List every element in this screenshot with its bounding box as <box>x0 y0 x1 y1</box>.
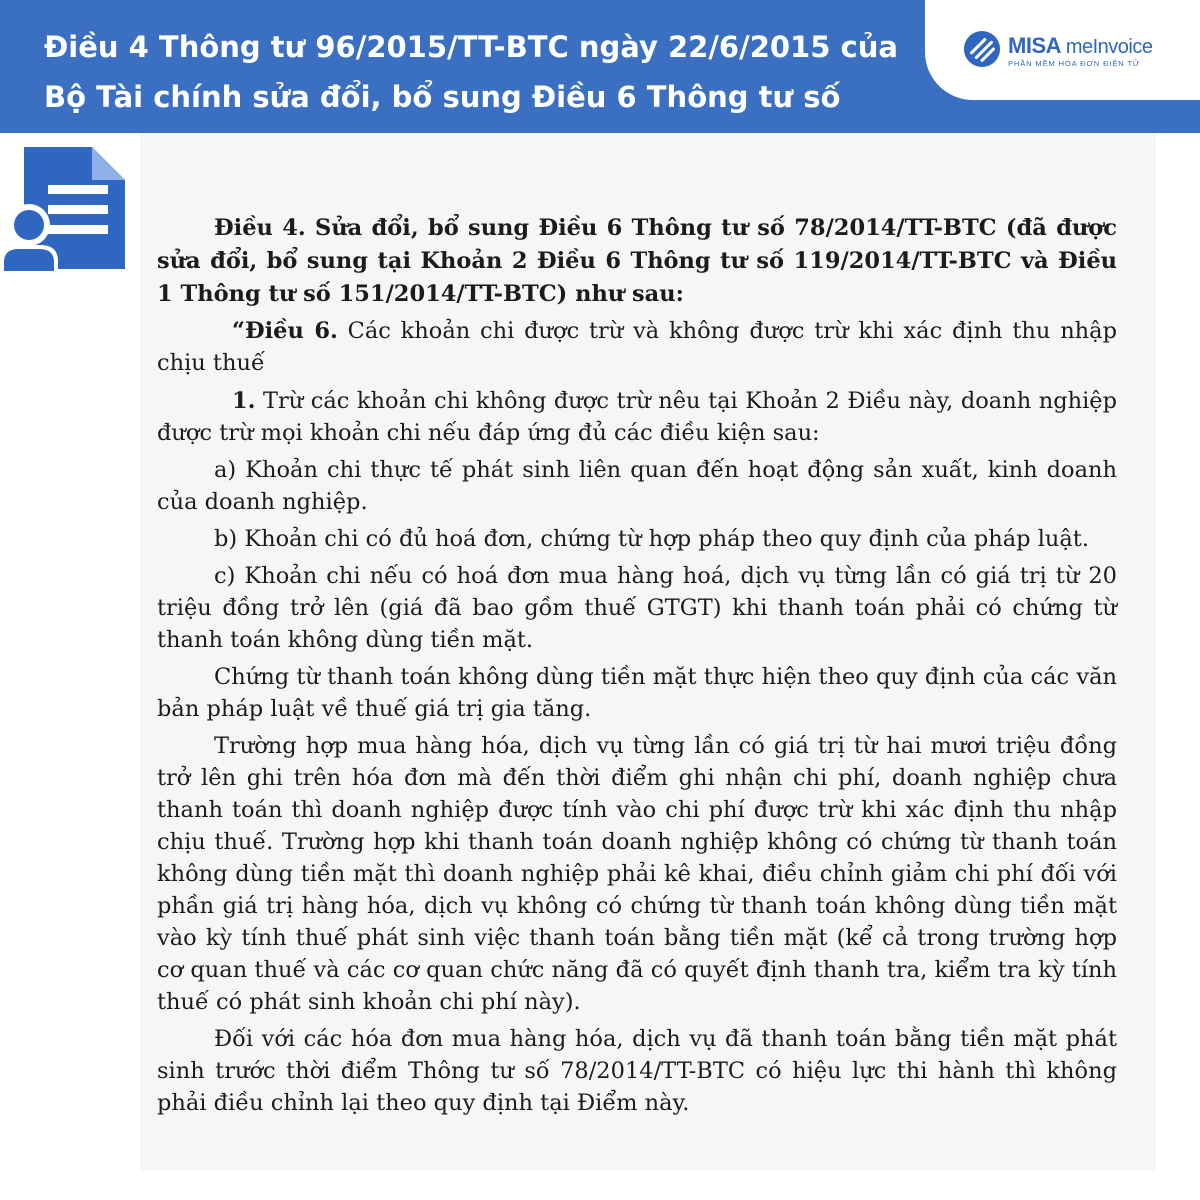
item-c: c) Khoản chi nếu có hoá đơn mua hàng hoá, dịch vụ từng lần có giá trị từ 20 triệu đồng trở lên (giá đã bao gồm thuế GTGT) khi thanh toán phải có chứng từ thanh toán không dùng tiền mặt. <box>157 563 1117 653</box>
article-heading: Điều 4. Sửa đổi, bổ sung Điều 6 Thông tư số 78/2014/TT-BTC (đã được sửa đổi, bổ sung tại Khoản 2 Điều 6 Thông tư số 119/2014/TT-BTC và Điều 1 Thông tư số 151/2014/TT-BTC) như sau: <box>157 215 1117 307</box>
item-a: a) Khoản chi thực tế phát sinh liên quan đến hoạt động sản xuất, kinh doanh của doanh nghiệp. <box>157 457 1117 515</box>
article6-paragraph <box>157 315 1117 379</box>
paragraph-twenty-million-case: Trường hợp mua hàng hóa, dịch vụ từng lần có giá trị từ hai mươi triệu đồng trở lên ghi trên hóa đơn mà đến thời điểm ghi nhận chi phí, doanh nghiệp chưa thanh toán thì doanh nghiệp được tính vào chi phí được trừ khi xác định thu nhập chịu thuế. Trường hợp khi thanh toán doanh nghiệp không có chứng từ thanh toán không dùng tiền mặt thì doanh nghiệp phải kê khai, điều chỉnh giảm chi phí đối với phần giá trị hàng hóa, dịch vụ không có chứng từ thanh toán không dùng tiền mặt vào kỳ tính thuế phát sinh việc thanh toán bằng tiền mặt (kể cả trong trường hợp cơ quan thuế và các cơ quan chức năng đã có quyết định thanh tra, kiểm tra kỳ tính thuế có phát sinh khoản chi phí này). <box>157 733 1117 1015</box>
logo-brand-name: MISA <box>1008 33 1061 58</box>
clause-1-label: 1. <box>232 388 256 414</box>
paragraph-cash-invoices: Đối với các hóa đơn mua hàng hóa, dịch vụ đã thanh toán bằng tiền mặt phát sinh trước thời điểm Thông tư số 78/2014/TT-BTC có hiệu lực thi hành thì không phải điều chỉnh lại theo quy định tại Điểm này. <box>157 1026 1117 1116</box>
item-b: b) Khoản chi có đủ hoá đơn, chứng từ hợp pháp theo quy định của pháp luật. <box>214 526 1089 552</box>
legal-document-text <box>157 212 1117 1124</box>
paragraph-non-cash-vouchers: Chứng từ thanh toán không dùng tiền mặt thực hiện theo quy định của các văn bản pháp luật về thuế giá trị gia tăng. <box>157 664 1117 722</box>
clause-1-text: Trừ các khoản chi không được trừ nêu tại Khoản 2 Điều này, doanh nghiệp được trừ mọi khoản chi nếu đáp ứng đủ các điều kiện sau: <box>157 388 1117 446</box>
clause-1 <box>157 385 1117 449</box>
brand-logo <box>925 0 1200 100</box>
document-person-icon <box>0 145 130 271</box>
title-banner <box>0 0 1200 133</box>
logo-product-name: meInvoice <box>1065 36 1153 58</box>
logo-wordmark <box>1008 33 1152 59</box>
article6-label: “Điều 6. <box>232 318 338 344</box>
misa-logo-icon <box>963 30 1001 68</box>
logo-tagline: PHẦN MỀM HÓA ĐƠN ĐIỆN TỬ <box>1008 59 1141 68</box>
article6-title: Các khoản chi được trừ và không được trừ khi xác định thu nhập chịu thuế <box>157 318 1117 376</box>
banner-title: Điều 4 Thông tư 96/2015/TT-BTC ngày 22/6/2015 của Bộ Tài chính sửa đổi, bổ sung Điều 6 Thông tư số <box>44 30 898 114</box>
